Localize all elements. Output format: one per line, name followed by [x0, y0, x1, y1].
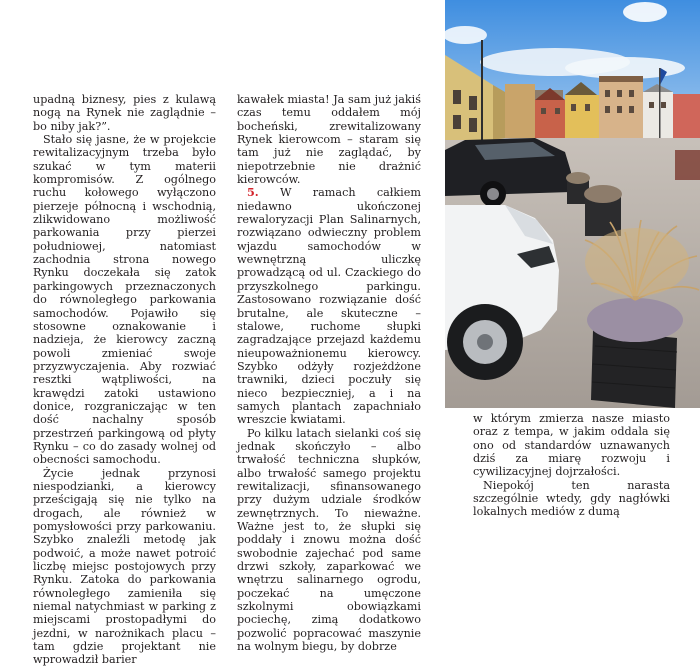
paragraph: w którym zmierza nasze miasto oraz z tempa, w jakim oddala się ono od standardów uznawanych dziś za miarę rozwoju i cywilizacyjnej dojrzałości.: [473, 412, 670, 479]
paragraph: Stało się jasne, że w projekcie rewitalizacyjnym trzeba było szukać w tym materii kompromisów. Z ogólnego ruchu kołowego wyłączono pierzeje północną i wschodnią, zlikwidowano możliwość parkowania przy pierzei południowej, natomiast zachodnia strona nowego Rynku doczekała się zatok parkingowych przeznaczonych do równoległego parkowania samochodów. Pojawiło się stosowne oznakowanie i nadzieja, że kierowcy zaczną powoli zmieniać swoje przyzwyczajenia. Aby rozwiać resztki wątpliwości, na krawędzi zatoki ustawiono donice, rozgraniczając w ten dość nachalny sposób przestrzeń parkingową od płyty Rynku – co do zasady wolnej od obecności samochodu.: [33, 133, 216, 467]
article-column-2: [237, 93, 421, 653]
numbered-paragraph: [237, 186, 421, 426]
paragraph: upadną biznesy, pies z kulawą nogą na Rynek nie zaglądnie – bo niby jak?”.: [33, 93, 216, 133]
paragraph: Życie jednak przynosi niespodzianki, a kierowcy prześcigają się nie tylko na drogach, ale również w pomysłowości przy parkowaniu. Szybko znaleźli metodę jak podwoić, a może nawet potroić liczbę miejsc postojowych przy Rynku. Zatoka do parkowania równoległego zamieniła się niemal natychmiast w parking z miejscami prostopadłymi do jezdni, w narożnikach placu – tam gdzie projektant nie wprowadził barier: [33, 466, 216, 667]
market-square-photo: [445, 0, 700, 408]
paragraph-text: W ramach całkiem niedawno ukończonej rewaloryzacji Plan Salinarnych, rozwiązano odwieczny problem wjazdu samochodów w wewnętrzną uliczkę prowadzącą od ul. Czackiego do przyszkolnego parkingu. Zastosowano rozwiązanie dość brutalne, ale skuteczne – stalowe, ruchome słupki zagradzające przejazd każdemu nieupoważnionemu kierowcy. Szybko odżyły rozjeżdżone trawniki, dzieci poczuły się nieco bezpieczniej, a i na samych plantach zapachniało wreszcie kwiatami.: [237, 186, 421, 427]
paragraph: Niepokój ten narasta szczególnie wtedy, gdy nagłówki lokalnych mediów z dumą: [473, 478, 670, 519]
paragraph: kawałek miasta! Ja sam już jakiś czas temu oddałem mój bocheński, zrewitalizowany Rynek kierowcom – staram się tam już nie zaglądać, by niepotrzebnie nie drażnić kierowców.: [237, 93, 421, 187]
article-column-3: [473, 412, 670, 519]
article-column-1: [33, 93, 216, 667]
paragraph: Po kilku latach sielanki coś się jednak skończyło – albo trwałość techniczna słupków, albo trwałość samego projektu rewitalizacji, sfinansowanego przy dużym udziale środków zewnętrznych. To nieważne. Ważne jest to, że słupki się poddały i znowu można dość swobodnie zajechać pod same drzwi szkoły, zaparkować we wnętrzu salinarnego ogrodu, poczekać na umęczone szkolnymi obowiązkami pociechę, zimą dodatkowo pozwolić popracować maszynie na wolnym biegu, by dobrze: [237, 426, 421, 654]
section-number: 5.: [247, 185, 259, 200]
